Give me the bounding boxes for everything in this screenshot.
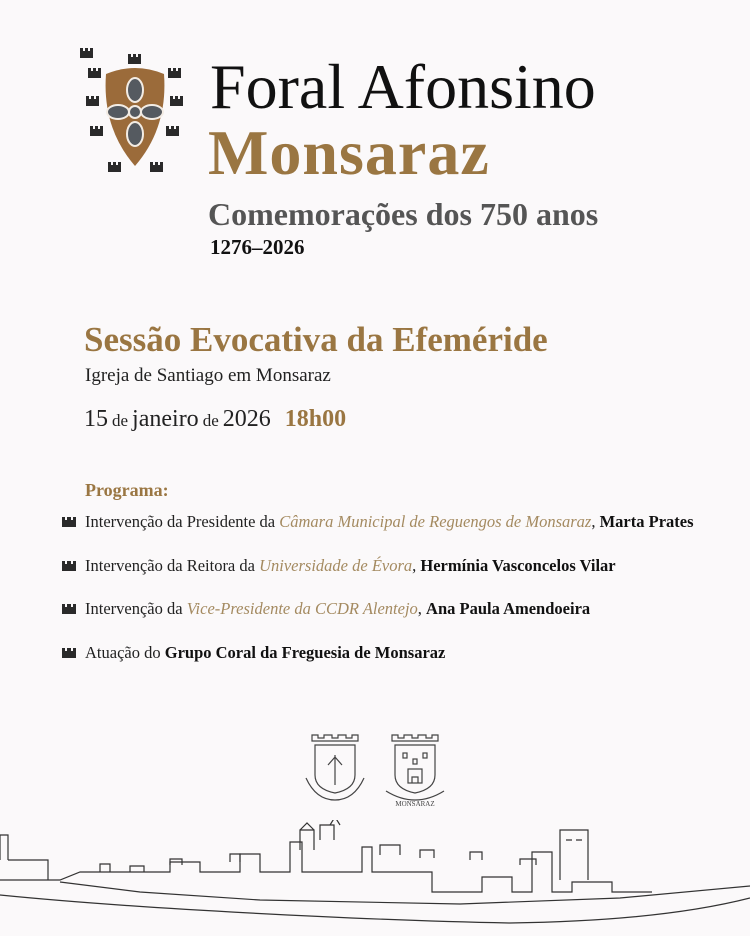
item-institution: Universidade de Évora <box>259 556 413 575</box>
item-person: Ana Paula Amendoeira <box>426 599 591 618</box>
municipal-crests <box>300 733 450 808</box>
subtitle: Comemorações dos 750 anos <box>208 196 599 232</box>
castle-bullet-icon <box>62 561 76 571</box>
item-sep: , <box>591 512 596 531</box>
program-item <box>62 643 445 663</box>
svg-text:MONSARAZ: MONSARAZ <box>395 800 435 808</box>
date-de: de <box>202 411 219 430</box>
program-item <box>62 512 694 532</box>
program-heading: Programa: <box>85 480 169 500</box>
monsaraz-crest <box>386 735 444 800</box>
event-time: 18h00 <box>284 406 347 432</box>
item-text: Intervenção da Reitora da <box>85 556 255 575</box>
castle-bullet-icon <box>62 648 76 658</box>
program-item <box>62 556 616 576</box>
title-monsaraz: Monsaraz <box>208 117 490 188</box>
castle-bullet-icon <box>62 517 76 527</box>
item-institution: Câmara Municipal de Reguengos de Monsaraz <box>279 512 592 531</box>
program-item <box>62 599 590 619</box>
item-institution: Vice-Presidente da CCDR Alentejo <box>186 599 418 618</box>
date-de: de <box>112 411 129 430</box>
item-text: Atuação do <box>85 643 161 662</box>
reguengos-crest <box>306 735 364 800</box>
item-person: Grupo Coral da Freguesia de Monsaraz <box>164 643 446 662</box>
event-title: Sessão Evocativa da Efeméride <box>84 320 548 359</box>
shield-logo <box>80 48 190 180</box>
monsaraz-skyline-drawing <box>0 820 750 936</box>
item-text: Intervenção da Presidente da <box>85 512 276 531</box>
title-foral-afonsino: Foral Afonsino <box>210 51 596 122</box>
item-sep: , <box>412 556 417 575</box>
event-date <box>84 406 346 433</box>
castle-bullet-icon <box>62 604 76 614</box>
date-year: 2026 <box>222 406 271 432</box>
date-day: 15 <box>84 406 108 432</box>
item-person: Marta Prates <box>599 512 694 531</box>
years: 1276–2026 <box>210 235 305 259</box>
date-month: janeiro <box>132 406 199 432</box>
event-venue: Igreja de Santiago em Monsaraz <box>85 365 331 386</box>
item-person: Hermínia Vasconcelos Vilar <box>420 556 616 575</box>
item-sep: , <box>417 599 422 618</box>
item-text: Intervenção da <box>85 599 183 618</box>
